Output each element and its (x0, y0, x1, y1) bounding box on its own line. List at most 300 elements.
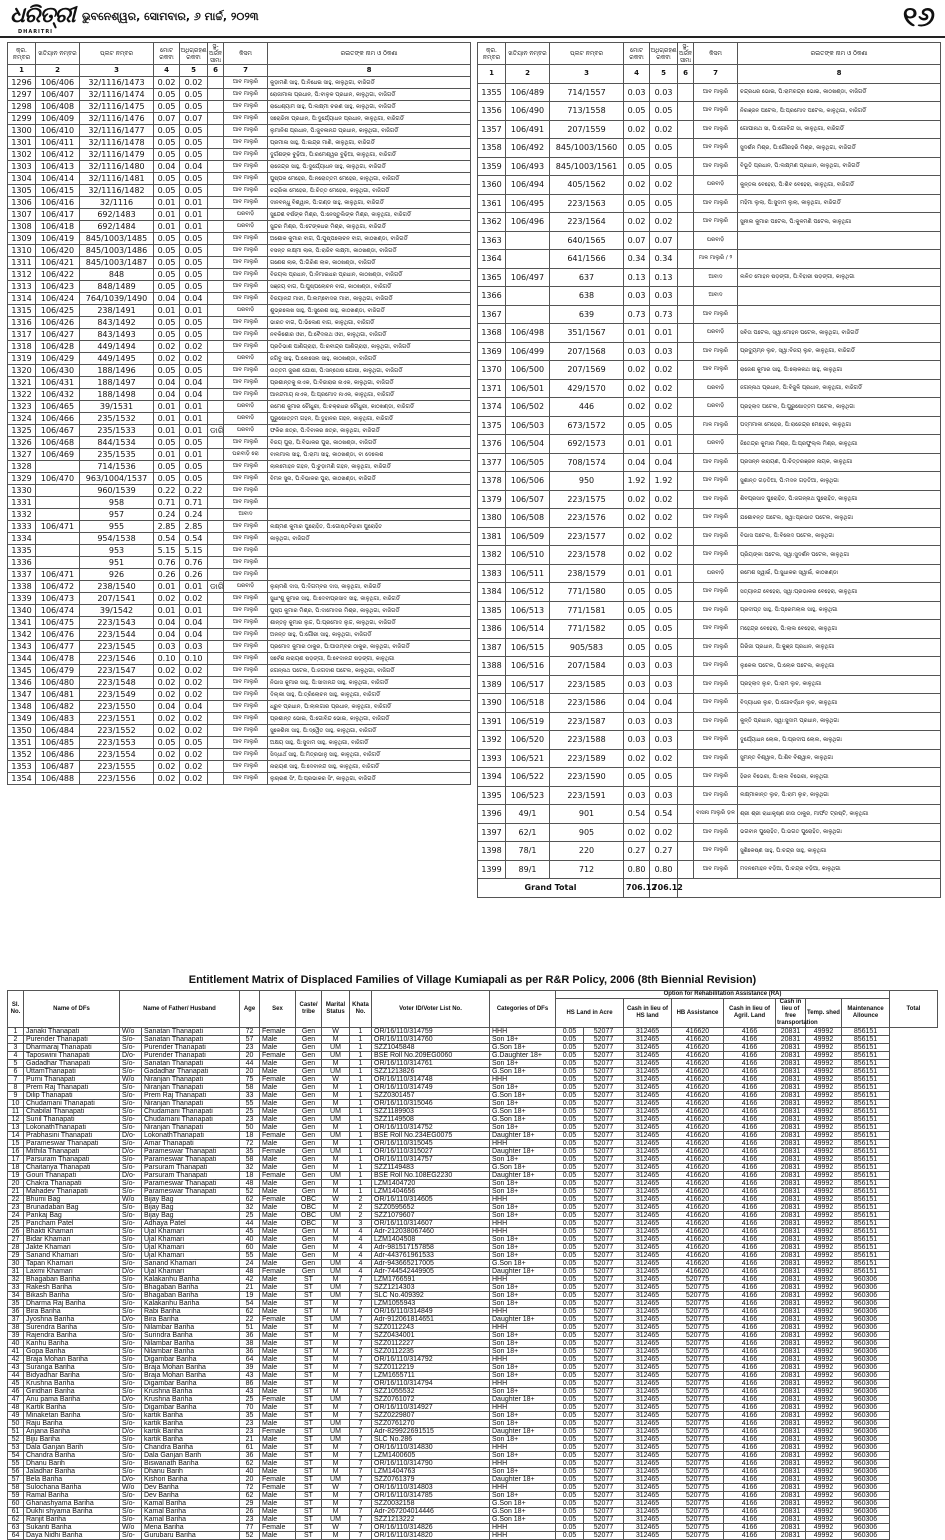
matrix-cell: ST (296, 1492, 322, 1500)
table-cell: 238/1491 (80, 305, 154, 317)
table-cell (36, 497, 80, 509)
table-cell: 1369 (478, 342, 506, 361)
matrix-cell: 49992 (806, 1236, 842, 1244)
matrix-cell: 312465 (624, 1484, 672, 1492)
matrix-cell: 20831 (776, 1292, 806, 1300)
matrix-cell: S/o- (120, 1380, 142, 1388)
matrix-cell: 49 (8, 1412, 24, 1420)
matrix-cell: Gen (296, 1132, 322, 1140)
column-header: ଅଧିଗ୍ରହଣ ରକବା (180, 43, 208, 65)
matrix-cell: M (322, 1100, 350, 1108)
table-cell: 901 (550, 805, 624, 824)
matrix-cell: LZM1404656 (372, 1188, 490, 1196)
matrix-cell: 52077 (584, 1468, 624, 1476)
table-cell: 106/517 (506, 675, 550, 694)
table-cell: ସତ୍ୟାନନ୍ଦ ବେହେରା, ସ୍ୱା:ପ୍ରଭାକର ବେହେରା, କାଳୁଥିଗା (738, 583, 941, 602)
table-cell (678, 527, 694, 546)
matrix-cell: Sulochana Bariha (24, 1484, 120, 1492)
table-cell: 0.05 (624, 194, 650, 213)
table-cell: 845/1003/1561 (550, 157, 624, 176)
matrix-cell: ST (296, 1532, 322, 1540)
table-cell: 0.73 (650, 305, 678, 324)
table-cell: ଡାରି (208, 425, 224, 437)
matrix-cell: Dala Ganjan Barih (142, 1452, 240, 1460)
matrix-cell: 23 (240, 1428, 260, 1436)
matrix-cell: 72 (240, 1028, 260, 1036)
grand-total-blank (678, 879, 941, 898)
matrix-cell: 960306 (842, 1340, 890, 1348)
matrix-cell: S/o- (120, 1252, 142, 1260)
matrix-cell: M (322, 1404, 350, 1412)
matrix-cell: 960306 (842, 1276, 890, 1284)
matrix-cell: S/o- (120, 1124, 142, 1132)
column-header: ପ୍ଲଟ ନମ୍ବର (550, 43, 624, 65)
table-cell (678, 435, 694, 454)
matrix-cell: 58 (240, 1156, 260, 1164)
matrix-cell: 49992 (806, 1500, 842, 1508)
table-cell: ଆବ ମାଲୁରି (224, 365, 268, 377)
matrix-cell: 312465 (624, 1060, 672, 1068)
matrix-row (8, 1236, 938, 1244)
matrix-cell: 52077 (584, 1052, 624, 1060)
table-cell (208, 317, 224, 329)
matrix-cell: 49992 (806, 1244, 842, 1252)
table-cell (208, 389, 224, 401)
table-cell: 1395 (478, 786, 506, 805)
column-header: ଖତିୟାନ ନମ୍ବର (506, 43, 550, 65)
matrix-cell: UM (322, 1516, 350, 1524)
table-cell: 1351 (8, 737, 36, 749)
matrix-cell: 49992 (806, 1188, 842, 1196)
table-cell: ଘରବାଡ଼ି (694, 435, 738, 454)
matrix-cell: Niranjan Thanapati (142, 1076, 240, 1084)
table-cell: 106/417 (36, 209, 80, 221)
matrix-cell: 416620 (672, 1228, 724, 1236)
matrix-cell: 49992 (806, 1276, 842, 1284)
table-cell: ଆବ ମାଲୁରି (224, 689, 268, 701)
matrix-cell: 43 (240, 1388, 260, 1396)
land-table-right (477, 42, 941, 972)
table-row (8, 713, 471, 725)
matrix-cell: 7 (350, 1420, 372, 1428)
matrix-cell: 520775 (672, 1484, 724, 1492)
matrix-cell: S/o- (120, 1356, 142, 1364)
matrix-cell: 312465 (624, 1228, 672, 1236)
matrix-cell: 52077 (584, 1372, 624, 1380)
matrix-cell: 0.05 (556, 1340, 584, 1348)
matrix-cell: Dharmaraj Thanapati (24, 1044, 120, 1052)
matrix-cell: Chakra Thanapati (24, 1180, 120, 1188)
table-row (8, 353, 471, 365)
matrix-cell: 20831 (776, 1076, 806, 1084)
table-cell: 1350 (8, 725, 36, 737)
matrix-cell: 856151 (842, 1124, 890, 1132)
matrix-cell: 856151 (842, 1052, 890, 1060)
matrix-cell: Gen (296, 1252, 322, 1260)
table-cell: 0.02 (180, 353, 208, 365)
matrix-cell: Daughter 18+ (490, 1396, 556, 1404)
matrix-cell: Son 18+ (490, 1372, 556, 1380)
matrix-cell: Sanand Khamari (142, 1260, 240, 1268)
table-cell: 0.05 (650, 620, 678, 639)
matrix-cell: Kishori Bariha (142, 1476, 240, 1484)
column-number: 1 (478, 65, 506, 84)
matrix-cell: 960306 (842, 1380, 890, 1388)
table-cell: ଆବ ମାଲୁରି (224, 461, 268, 473)
matrix-cell: S/o- (120, 1332, 142, 1340)
matrix-cell: 0.05 (556, 1292, 584, 1300)
table-row (478, 139, 941, 158)
table-cell (678, 231, 694, 250)
table-row (8, 425, 471, 437)
table-cell: 106/428 (36, 341, 80, 353)
matrix-cell: 0.05 (556, 1164, 584, 1172)
table-cell: 0.05 (180, 329, 208, 341)
matrix-cell: 312465 (624, 1164, 672, 1172)
matrix-cell: D/o- (120, 1148, 142, 1156)
table-cell: ବାସନା ମାଲୁରି ଡ଼ଳ (694, 805, 738, 824)
matrix-row (8, 1252, 938, 1260)
matrix-cell: 52077 (584, 1124, 624, 1132)
matrix-cell: 49992 (806, 1052, 842, 1060)
table-cell: ଅଶୋକ କୁମାର ବାଗ, ପି:ପୁଷ୍ପଲୋଚନ ବାଗ, କାଠଖଣ୍ଡା, ବାଜିଗର୍ଡି (268, 233, 471, 245)
table-cell: ଆବ ମାଲୁରି (224, 101, 268, 113)
table-cell: ସବିତା ପଟେଲ, ସ୍ୱା:ମୋହନ ପଟେଲ, କାଳୁଥିଗା, ବାଜିଗର୍ଡି (738, 324, 941, 343)
table-cell: 106/523 (506, 786, 550, 805)
matrix-cell: Bhagaban Bariha (142, 1292, 240, 1300)
matrix-cell: 416620 (672, 1236, 724, 1244)
matrix-cell: 52077 (584, 1268, 624, 1276)
matrix-row (8, 1028, 938, 1036)
table-row (478, 731, 941, 750)
matrix-row (8, 1372, 938, 1380)
table-cell: ଆବ ମାଲୁରି (224, 497, 268, 509)
matrix-cell: 29 (8, 1252, 24, 1260)
matrix-cell: 49992 (806, 1404, 842, 1412)
matrix-cell: S/o- (120, 1236, 142, 1244)
table-cell: 0.03 (650, 731, 678, 750)
table-cell: ଆବ ମାଲୁରି (224, 317, 268, 329)
table-cell (208, 473, 224, 485)
matrix-cell: S/o- (120, 1092, 142, 1100)
table-cell: 32/1116/1474 (80, 89, 154, 101)
table-cell: 106/482 (36, 701, 80, 713)
table-cell: 0.05 (180, 125, 208, 137)
matrix-cell: 49992 (806, 1196, 842, 1204)
matrix-cell: Dev Bariha (142, 1484, 240, 1492)
matrix-cell: Daughter 18+ (490, 1132, 556, 1140)
table-cell (678, 176, 694, 195)
table-cell: 0.02 (154, 689, 180, 701)
matrix-cell: 4166 (724, 1388, 776, 1396)
table-cell: 0.02 (180, 341, 208, 353)
table-cell (678, 139, 694, 158)
matrix-cell: S/o- (120, 1508, 142, 1516)
table-cell: 220 (550, 842, 624, 861)
matrix-cell: 62 (240, 1308, 260, 1316)
matrix-cell: S/o- (120, 1044, 142, 1052)
matrix-cell: Male (260, 1452, 296, 1460)
matrix-cell: ST (296, 1476, 322, 1484)
table-cell: 207/1568 (550, 342, 624, 361)
masthead (0, 0, 945, 38)
matrix-cell: 36 (240, 1348, 260, 1356)
matrix-cell: 520775 (672, 1524, 724, 1532)
table-row (8, 377, 471, 389)
matrix-cell: 4 (350, 1228, 372, 1236)
table-cell: 637 (550, 268, 624, 287)
table-cell: 0.24 (180, 509, 208, 521)
table-cell: 0.02 (180, 773, 208, 785)
matrix-cell: 20831 (776, 1484, 806, 1492)
table-cell: 0.24 (154, 509, 180, 521)
table-cell: 0.04 (154, 389, 180, 401)
table-cell: ସର୍ବେଶ ନାରାୟଣ ଷଡ଼ଙ୍ଗୀ, ପି:ବେଦାନନ୍ଦ ଷଡ଼ଙ୍ଗୀ, କାଳୁଥିଗା (268, 653, 471, 665)
table-cell: 0.05 (180, 461, 208, 473)
matrix-cell: M (322, 1452, 350, 1460)
matrix-row (8, 1420, 938, 1428)
matrix-cell: 52077 (584, 1164, 624, 1172)
table-cell (678, 805, 694, 824)
matrix-cell: 0.05 (556, 1404, 584, 1412)
table-row (478, 805, 941, 824)
matrix-cell: D/o- (120, 1132, 142, 1140)
matrix-cell: 520775 (672, 1332, 724, 1340)
matrix-cell: 3 (350, 1220, 372, 1228)
matrix-cell: 312465 (624, 1052, 672, 1060)
matrix-cell: 312465 (624, 1044, 672, 1052)
matrix-cell: 49992 (806, 1156, 842, 1164)
matrix-cell: 4166 (724, 1204, 776, 1212)
matrix-cell: Son 18+ (490, 1468, 556, 1476)
table-cell: 1345 (8, 665, 36, 677)
matrix-cell: 4166 (724, 1468, 776, 1476)
matrix-cell: 49992 (806, 1292, 842, 1300)
matrix-cell: 20831 (776, 1412, 806, 1420)
matrix-cell: 520775 (672, 1300, 724, 1308)
table-row (478, 361, 941, 380)
matrix-cell: 1 (350, 1028, 372, 1036)
table-cell: 0.01 (650, 324, 678, 343)
matrix-cell: 4166 (724, 1420, 776, 1428)
matrix-cell: 32 (240, 1164, 260, 1172)
matrix-cell: 520775 (672, 1364, 724, 1372)
table-cell: ମାଳ ମାଲୁରି / ୨ (694, 250, 738, 269)
matrix-cell: 416620 (672, 1268, 724, 1276)
table-cell: 0.04 (180, 293, 208, 305)
matrix-row (8, 1268, 938, 1276)
matrix-cell: Chandra Bariha (142, 1444, 240, 1452)
matrix-cell: 416620 (672, 1252, 724, 1260)
matrix-cell: Male (260, 1420, 296, 1428)
table-cell: ସୁଧାଂଶୁ କୁମାର ସାହୁ, ପି:ଦେବୀପ୍ରସାଦ ସାହୁ, କାଳୁଥିଗା, ବାଜିଗର୍ଡି (268, 593, 471, 605)
matrix-cell: 54 (8, 1452, 24, 1460)
matrix-cell: 856151 (842, 1220, 890, 1228)
matrix-cell: Jakte Khamari (24, 1244, 120, 1252)
table-cell (268, 569, 471, 581)
matrix-cell: 960306 (842, 1396, 890, 1404)
table-cell: 223/1585 (550, 675, 624, 694)
matrix-cell: 0.05 (556, 1260, 584, 1268)
matrix-cell: 35 (240, 1412, 260, 1420)
column-header: ଖତିୟାନ ନମ୍ବର (36, 43, 80, 65)
table-cell: ଆବ ମାଲୁରି (694, 657, 738, 676)
matrix-cell: 4166 (724, 1252, 776, 1260)
matrix-cell: 0.05 (556, 1228, 584, 1236)
table-cell: 0.02 (154, 665, 180, 677)
table-cell: 106/511 (506, 564, 550, 583)
table-cell: 1320 (8, 365, 36, 377)
table-cell: 0.02 (154, 749, 180, 761)
matrix-row (8, 1316, 938, 1324)
table-row (8, 449, 471, 461)
table-cell: 1321 (8, 377, 36, 389)
table-cell: 1339 (8, 593, 36, 605)
entitlement-matrix-table (7, 990, 938, 1540)
matrix-cell: Purender Thanapati (142, 1044, 240, 1052)
table-cell: ପୁରୁଷୋତ୍ତମ ଗହନ, ପି:ଦୁହାନର ଗହନ, କାଳୁଥିଗା, ବାଜିଗର୍ଡି (268, 413, 471, 425)
matrix-cell: 0.05 (556, 1068, 584, 1076)
table-row (8, 437, 471, 449)
matrix-row (8, 1348, 938, 1356)
matrix-cell: OR/16/110/314759 (372, 1028, 490, 1036)
matrix-cell: Bidar Khamari (24, 1236, 120, 1244)
table-cell: 235/1532 (80, 413, 154, 425)
matrix-cell: 416620 (672, 1132, 724, 1140)
table-cell: 1302 (8, 149, 36, 161)
table-cell: ସୁକେଶିନୀ ସାହୁ, ପି:ଦ୍ୱୈତ ସାହୁ, କାଳୁଥିଗା, ବାଜିଗର୍ଡି (268, 725, 471, 737)
matrix-row (8, 1436, 938, 1444)
table-cell: ଉତ୍ତମ ଜୁରଣ ଯୋଷୀ, ପି:ସନ୍ତୋଷ ଯୋଷୀ, କାଳୁଥିଗା, ବାଜିଗର୍ଡି (268, 365, 471, 377)
table-cell (208, 725, 224, 737)
table-cell: 0.02 (650, 527, 678, 546)
table-row (478, 231, 941, 250)
matrix-cell: 0.05 (556, 1484, 584, 1492)
table-cell: ରାଧେଶ୍ୟାମ ସାହୁ, ପି:ଲକ୍ଷ୍ମୀ ଚରଣ ସାହୁ, କାଳୁଥିଗା, ବାଜିଗର୍ଡି (268, 101, 471, 113)
matrix-cell: 52077 (584, 1316, 624, 1324)
table-row (8, 329, 471, 341)
matrix-cell: 7 (350, 1276, 372, 1284)
matrix-cell: 0.05 (556, 1372, 584, 1380)
table-row (478, 638, 941, 657)
matrix-cell: 20831 (776, 1252, 806, 1260)
table-row (8, 413, 471, 425)
matrix-cell: 7 (350, 1348, 372, 1356)
table-row (8, 641, 471, 653)
table-cell: ବିମଳ ସୁନା, ପି:ବିଭାକର ପୁରା, କାଠଖଣ୍ଡା, ବାଜିଗର୍ଡି (268, 473, 471, 485)
matrix-cell: 856151 (842, 1140, 890, 1148)
table-cell: ଅକ୍ଷୟ ସାହୁ, ପି:ସୁଦାମ ସାହୁ, କାଳୁଥିଗା, ବାଜିଗର୍ଡି (268, 737, 471, 749)
matrix-cell: 20831 (776, 1164, 806, 1172)
matrix-cell: Daughter 18+ (490, 1476, 556, 1484)
matrix-cell: 23 (240, 1116, 260, 1124)
table-cell: 1355 (478, 83, 506, 102)
table-row (8, 113, 471, 125)
matrix-cell: 312465 (624, 1204, 672, 1212)
matrix-cell: 856151 (842, 1132, 890, 1140)
matrix-cell: 7 (350, 1340, 372, 1348)
table-cell: 843/1493 (80, 329, 154, 341)
table-cell: 1335 (8, 545, 36, 557)
table-cell: ଆବ ମାଲୁରି (224, 653, 268, 665)
table-row (8, 401, 471, 413)
matrix-cell: Male (260, 1348, 296, 1356)
matrix-cell: W/o (120, 1524, 142, 1532)
matrix-cell: M (322, 1188, 350, 1196)
matrix-cell: 0.05 (556, 1284, 584, 1292)
matrix-cell: 856151 (842, 1252, 890, 1260)
matrix-cell: 49992 (806, 1228, 842, 1236)
table-cell: 0.05 (154, 173, 180, 185)
table-cell (678, 213, 694, 232)
matrix-cell: SZZ0761379 (372, 1476, 490, 1484)
table-cell: 188/1496 (80, 365, 154, 377)
matrix-cell: 52077 (584, 1284, 624, 1292)
table-cell: ଆବ ମାଲୁରି (694, 472, 738, 491)
matrix-cell: 4166 (724, 1276, 776, 1284)
table-cell: ଘରବାଡ଼ି (224, 425, 268, 437)
table-cell: 106/508 (506, 509, 550, 528)
matrix-cell: 312465 (624, 1396, 672, 1404)
table-cell: ଆବାଦ (224, 509, 268, 521)
matrix-cell: W/o (120, 1076, 142, 1084)
matrix-cell: 7 (350, 1388, 372, 1396)
matrix-cell: Ujal Khamari (142, 1252, 240, 1260)
matrix-cell: 39 (8, 1332, 24, 1340)
matrix-cell: 1 (350, 1060, 372, 1068)
matrix-cell: OR/16/110/314761 (372, 1060, 490, 1068)
matrix-cell: M (322, 1276, 350, 1284)
matrix-cell: Parsuram Thanapati (142, 1164, 240, 1172)
table-cell: 351/1567 (550, 324, 624, 343)
matrix-cell: 312465 (624, 1348, 672, 1356)
matrix-cell: D/o- (120, 1316, 142, 1324)
matrix-cell: 856151 (842, 1028, 890, 1036)
matrix-cell: SZZ1214303 (372, 1284, 490, 1292)
matrix-cell: 312465 (624, 1508, 672, 1516)
matrix-cell: OR/16/110/314607 (372, 1220, 490, 1228)
matrix-cell: 7 (350, 1324, 372, 1332)
table-cell: 0.05 (650, 416, 678, 435)
matrix-cell: 4166 (724, 1284, 776, 1292)
table-cell: ଘରବାଡ଼ି (694, 324, 738, 343)
table-cell: 1394 (478, 768, 506, 787)
matrix-cell: 856151 (842, 1244, 890, 1252)
matrix-cell: 0.05 (556, 1180, 584, 1188)
table-cell: ଆବ ମାଲୁରି (224, 185, 268, 197)
matrix-cell: Gen (296, 1028, 322, 1036)
matrix-cell: HHH (490, 1140, 556, 1148)
matrix-cell: 416620 (672, 1068, 724, 1076)
table-cell: 223/1588 (550, 731, 624, 750)
matrix-cell: 49992 (806, 1060, 842, 1068)
matrix-cell: 7 (350, 1500, 372, 1508)
matrix-cell: SZZ0032158 (372, 1500, 490, 1508)
matrix-cell: Son 18+ (490, 1036, 556, 1044)
table-cell: ଆବ ମାଲୁରି (694, 694, 738, 713)
table-cell: 0.01 (154, 605, 180, 617)
matrix-cell: Anjana Bariha (24, 1428, 120, 1436)
matrix-row (8, 1380, 938, 1388)
table-row (478, 768, 941, 787)
matrix-cell: 416620 (672, 1148, 724, 1156)
matrix-cell: 19 (8, 1172, 24, 1180)
matrix-cell: SZZ1213222 (372, 1516, 490, 1524)
table-cell (208, 197, 224, 209)
matrix-cell: Son 18+ (490, 1452, 556, 1460)
table-cell: 1338 (8, 581, 36, 593)
table-cell: ଭଗବାନ ପୁରୋହିତ, ପି:ଭଗତ ପୁରୋହିତ, କାଳୁଥିଗା (738, 823, 941, 842)
